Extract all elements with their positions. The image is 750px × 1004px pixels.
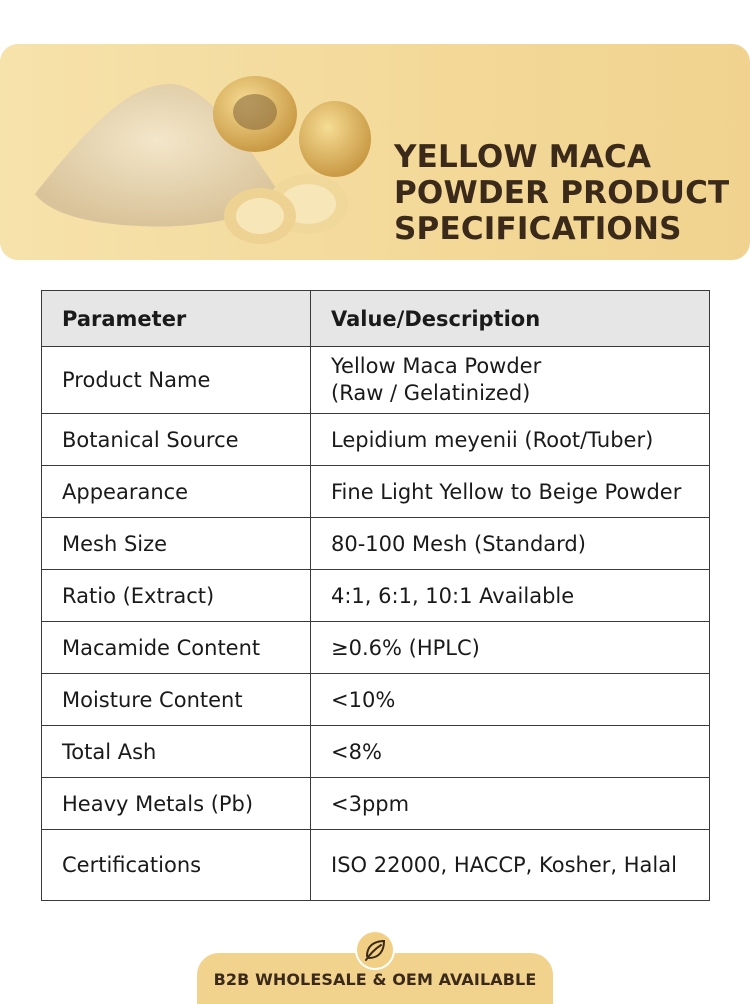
table-row (42, 726, 710, 778)
table-row (42, 622, 710, 674)
value-line: (Raw / Gelatinized) (331, 381, 531, 405)
value-cell: Lepidium meyenii (Root/Tuber) (311, 414, 710, 466)
parameter-cell: Botanical Source (42, 414, 311, 466)
wholesale-badge (197, 930, 553, 1004)
parameter-cell: Heavy Metals (Pb) (42, 778, 311, 830)
value-cell: Fine Light Yellow to Beige Powder (311, 466, 710, 518)
parameter-cell: Certifications (42, 830, 311, 901)
table-header-row (42, 291, 710, 347)
value-cell: ≥0.6% (HPLC) (311, 622, 710, 674)
parameter-cell: Product Name (42, 347, 311, 414)
value-cell: <8% (311, 726, 710, 778)
table-row (42, 570, 710, 622)
parameter-cell: Total Ash (42, 726, 311, 778)
header-banner (0, 44, 750, 260)
badge-label: B2B WHOLESALE & OEM AVAILABLE (213, 970, 537, 989)
title-line: SPECIFICATIONS (394, 211, 682, 247)
table-row (42, 674, 710, 726)
title-line: POWDER PRODUCT (394, 175, 730, 211)
leaf-icon (355, 930, 395, 970)
column-header-parameter: Parameter (42, 291, 311, 347)
table-row (42, 466, 710, 518)
title-line: YELLOW MACA (394, 139, 652, 175)
column-header-value: Value/Description (311, 291, 710, 347)
parameter-cell: Ratio (Extract) (42, 570, 311, 622)
page-title (394, 139, 734, 247)
parameter-cell: Moisture Content (42, 674, 311, 726)
value-line: Yellow Maca Powder (331, 354, 542, 378)
maca-illustration (30, 54, 390, 254)
parameter-cell: Mesh Size (42, 518, 311, 570)
table-row (42, 414, 710, 466)
value-cell (311, 347, 710, 414)
value-cell: 80-100 Mesh (Standard) (311, 518, 710, 570)
value-cell: ISO 22000, HACCP, Kosher, Halal (311, 830, 710, 901)
value-cell: <10% (311, 674, 710, 726)
spec-table (41, 290, 710, 901)
parameter-cell: Macamide Content (42, 622, 311, 674)
value-cell: 4:1, 6:1, 10:1 Available (311, 570, 710, 622)
table-row (42, 830, 710, 901)
value-cell: <3ppm (311, 778, 710, 830)
table-row (42, 778, 710, 830)
parameter-cell: Appearance (42, 466, 311, 518)
table-row (42, 347, 710, 414)
table-row (42, 518, 710, 570)
